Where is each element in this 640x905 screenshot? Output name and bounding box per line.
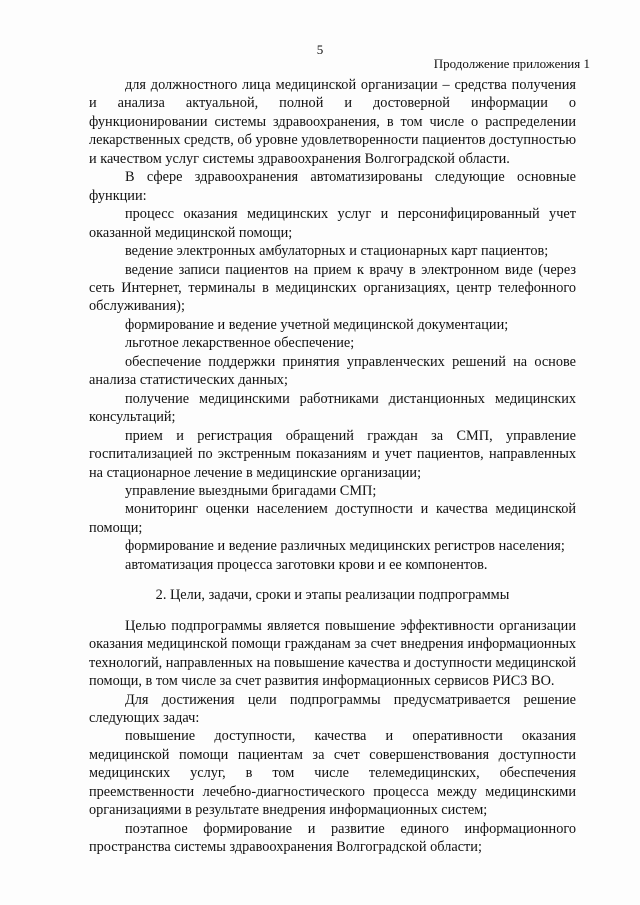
paragraph: процесс оказания медицинских услуг и персонифицированный учет оказанной медицинской помощи; xyxy=(89,206,576,241)
paragraph: управление выездными бригадами СМП; xyxy=(125,482,377,499)
paragraph: обеспечение поддержки принятия управленческих решений на основе анализа статистических данных; xyxy=(89,353,576,389)
paragraph: ведение записи пациентов на прием к врачу в электронном виде (через сеть Интернет, терминалы в медицинских организациях, центр телефонного обслуживания); xyxy=(89,261,576,315)
paragraph: Для достижения цели подпрограммы предусматривается решение следующих задач: xyxy=(89,691,576,726)
paragraph: формирование и ведение учетной медицинской документации; xyxy=(125,316,509,333)
paragraph: мониторинг оценки населением доступности и качества медицинской помощи; xyxy=(89,501,576,536)
paragraph: автоматизация процесса заготовки крови и ее компонентов. xyxy=(125,556,488,573)
document-body xyxy=(89,76,576,857)
paragraph: для должностного лица медицинской организации – средства получения и анализа актуальной, полной и достоверной информации о функционировании системы здравоохранения, в том числе о распределении лекарственных средств, об уровне удовлетворенности пациентов доступностью и качеством услуг системы здравоохранения Волгоградской области. xyxy=(89,77,576,167)
section-heading: 2. Цели, задачи, сроки и этапы реализации подпрограммы xyxy=(155,587,510,604)
header-note: Продолжение приложения 1 xyxy=(433,56,590,71)
paragraph: прием и регистрация обращений граждан за СМП, управление госпитализацией по экстренным показаниям и учет пациентов, направленных на стационарное лечение в медицинские организации; xyxy=(89,427,576,481)
paragraph: получение медицинскими работниками дистанционных медицинских консультаций; xyxy=(89,390,576,426)
page-number: 5 xyxy=(316,42,324,57)
paragraph: Целью подпрограммы является повышение эффективности организации оказания медицинской помощи гражданам за счет внедрения информационных технологий, направленных на повышение качества и доступности медицинской помощи, в том числе за счет развития информационных сервисов РИСЗ ВО. xyxy=(89,617,576,690)
paragraph: поэтапное формирование и развитие единого информационного пространства системы здравоохранения Волгоградской области; xyxy=(89,820,576,856)
paragraph: В сфере здравоохранения автоматизированы следующие основные функции: xyxy=(89,169,576,204)
paragraph: повышение доступности, качества и оперативности оказания медицинской помощи пациентам за счет совершенствования доступности медицинских услуг, в том числе телемедицинских, обеспечения преемственности лечебно-диагностического процесса между медицинскими организациями в результате внедрения информационных систем; xyxy=(89,728,576,819)
paragraph: ведение электронных амбулаторных и стационарных карт пациентов; xyxy=(125,243,549,260)
paragraph: льготное лекарственное обеспечение; xyxy=(125,335,355,352)
paragraph: формирование и ведение различных медицинских регистров населения; xyxy=(125,538,565,555)
